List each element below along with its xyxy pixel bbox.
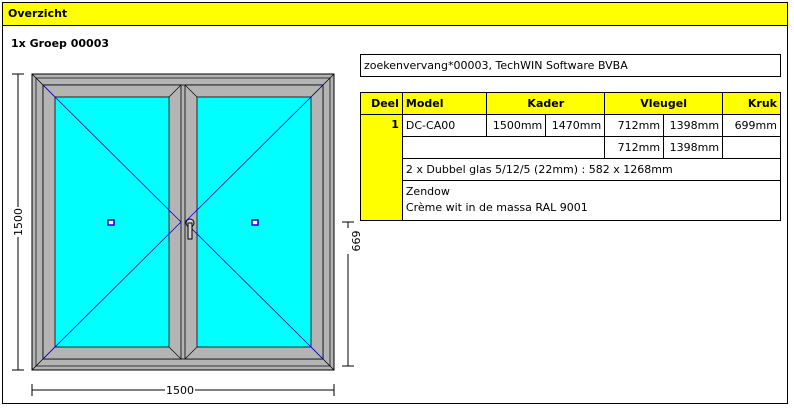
- kader-height: 1470mm: [546, 115, 605, 137]
- color-brand: Zendow: [405, 185, 450, 198]
- vleugel-height: 1398mm: [664, 115, 723, 137]
- table-row: [361, 181, 781, 221]
- color-description: Crème wit in de massa RAL 9001: [405, 201, 588, 214]
- vleugel-height: 1398mm: [664, 137, 723, 159]
- table-row: [361, 137, 781, 159]
- header-kader: Kader: [487, 93, 605, 115]
- vent-marker-left: [108, 220, 114, 225]
- model-cell: DC-CA00: [402, 115, 486, 137]
- header-vleugel: Vleugel: [605, 93, 723, 115]
- table-row: [361, 159, 781, 181]
- header-model: Model: [402, 93, 486, 115]
- height-label: 1500: [12, 208, 25, 236]
- width-label: 1500: [166, 384, 194, 397]
- header-kruk: Kruk: [723, 93, 781, 115]
- empty-cell: [723, 137, 781, 159]
- vent-marker-right: [252, 220, 258, 225]
- handle-height-label: 699: [349, 230, 362, 252]
- company-line: zoekenvervang*00003, TechWIN Software BVBA: [360, 54, 781, 77]
- glass-cell: 2 x Dubbel glas 5/12/5 (22mm) : 582 x 1268mm: [402, 159, 780, 181]
- table-header-row: [361, 93, 781, 115]
- table-row: [361, 115, 781, 137]
- vleugel-width: 712mm: [605, 137, 664, 159]
- vleugel-width: 712mm: [605, 115, 664, 137]
- kader-width: 1500mm: [487, 115, 546, 137]
- deel-number: 1: [361, 115, 403, 221]
- color-cell: [402, 181, 780, 221]
- group-title: 1x Groep 00003: [11, 37, 110, 50]
- kruk-cell: 699mm: [723, 115, 781, 137]
- spec-table: [360, 92, 781, 221]
- header-deel: Deel: [361, 93, 403, 115]
- panel-title: Overzicht: [3, 3, 787, 26]
- empty-cell: [402, 137, 604, 159]
